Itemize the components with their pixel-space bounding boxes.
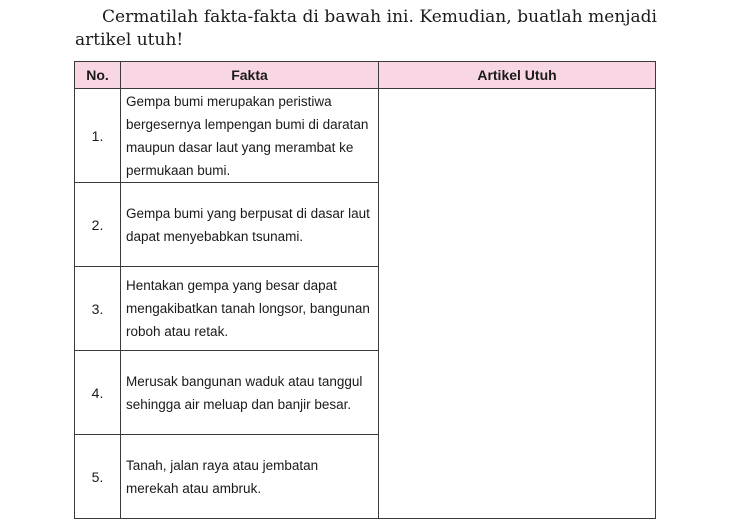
fact-text: Gempa bumi yang berpusat di dasar laut dapat menyebabkan tsunami. bbox=[121, 183, 379, 267]
row-number: 3. bbox=[75, 267, 121, 351]
instruction-text: Cermatilah fakta-fakta di bawah ini. Kemudian, buatlah menjadi artikel utuh! bbox=[75, 7, 657, 50]
table-row bbox=[75, 89, 656, 183]
artikel-utuh-answer-area[interactable] bbox=[379, 89, 656, 519]
row-number: 5. bbox=[75, 435, 121, 519]
header-fakta: Fakta bbox=[121, 62, 379, 89]
row-number: 2. bbox=[75, 183, 121, 267]
fact-text: Gempa bumi merupakan peristiwa bergesernya lempengan bumi di daratan maupun dasar laut yang merambat ke permukaan bumi. bbox=[121, 89, 379, 183]
row-number: 1. bbox=[75, 89, 121, 183]
facts-table bbox=[74, 61, 656, 519]
table-header-row bbox=[75, 62, 656, 89]
row-number: 4. bbox=[75, 351, 121, 435]
header-artikel-utuh: Artikel Utuh bbox=[379, 62, 656, 89]
fact-text: Tanah, jalan raya atau jembatan merekah atau ambruk. bbox=[121, 435, 379, 519]
fact-text: Merusak bangunan waduk atau tanggul sehingga air meluap dan banjir besar. bbox=[121, 351, 379, 435]
fact-text: Hentakan gempa yang besar dapat mengakibatkan tanah longsor, bangunan roboh atau retak. bbox=[121, 267, 379, 351]
header-no: No. bbox=[75, 62, 121, 89]
